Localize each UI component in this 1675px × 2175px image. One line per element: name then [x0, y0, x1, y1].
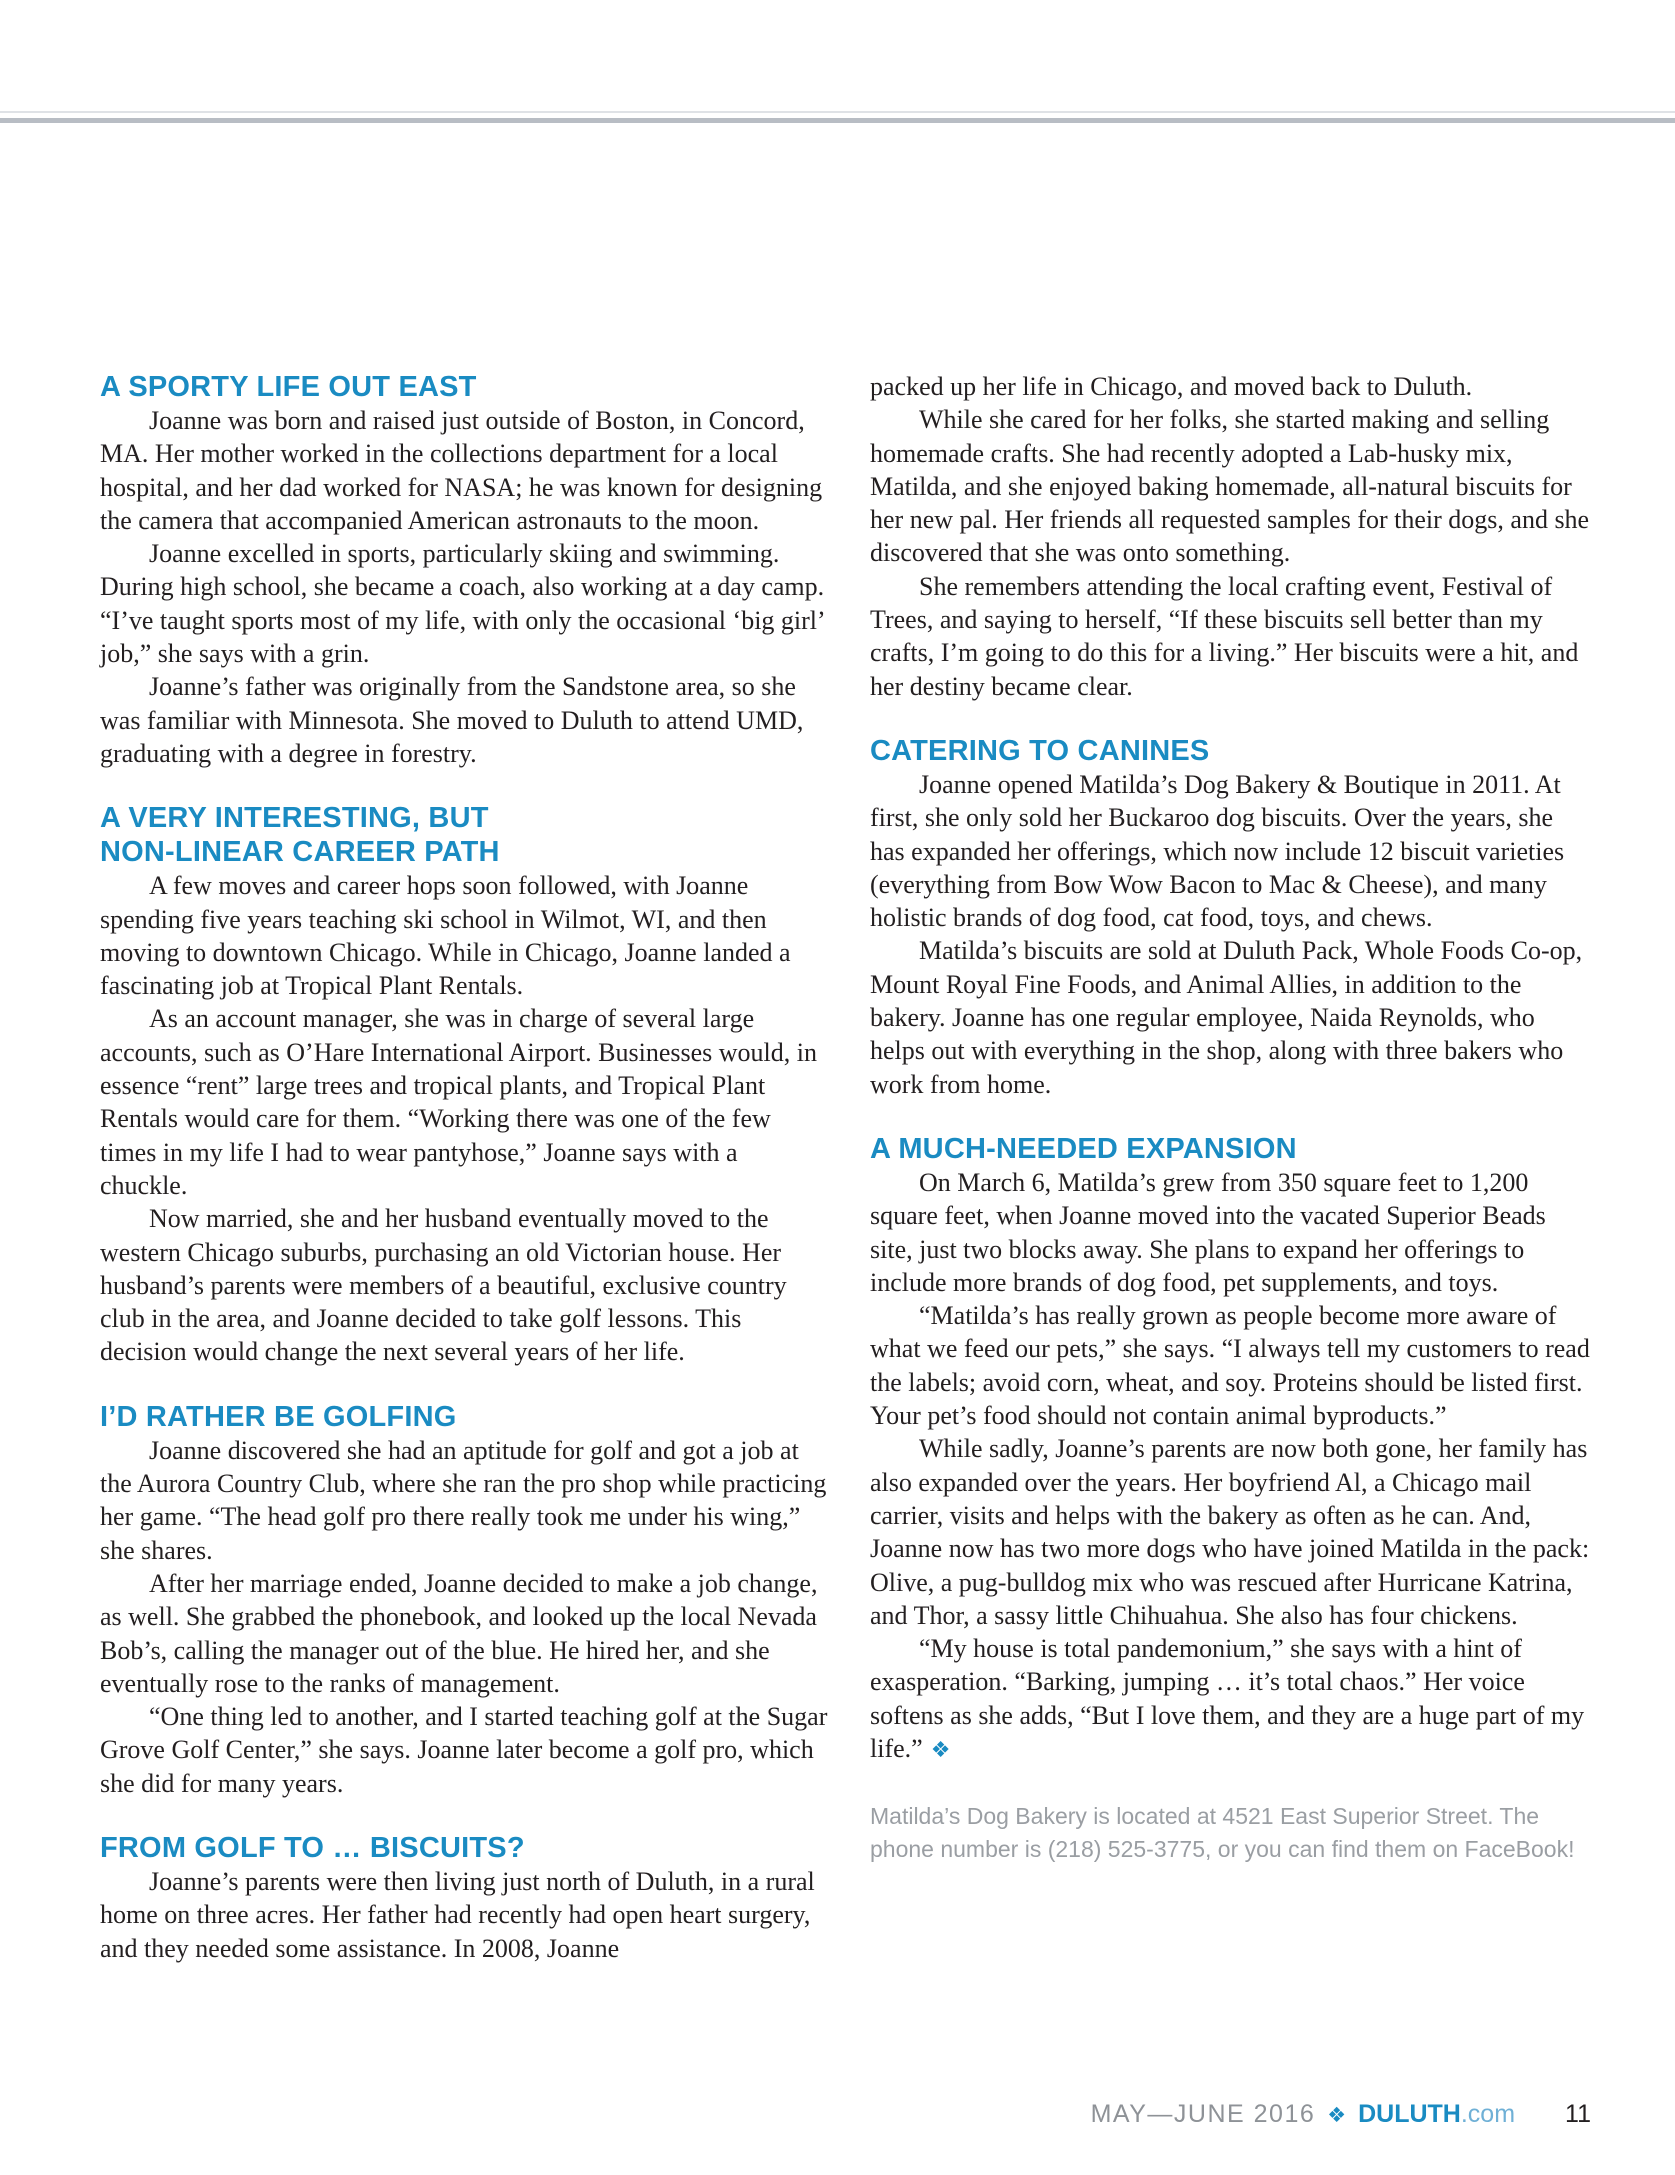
article-column-right	[870, 370, 1592, 1866]
diamond-separator-icon: ❖	[1327, 2103, 1347, 2127]
heading-line: NON-LINEAR CAREER PATH	[100, 836, 500, 869]
paragraph: A few moves and career hops soon followed, with Joanne spending five years teaching ski school in Wilmot, WI, and then moving to downtown Chicago. While in Chicago, Joanne landed a fascinating job at Tropical Plant Rentals.	[100, 871, 791, 1001]
paragraph: “One thing led to another, and I started teaching golf at the Sugar Grove Golf Center,” she says. Joanne later become a golf pro, which she did for many years.	[100, 1702, 828, 1798]
header-rule-thin	[0, 111, 1675, 113]
page-footer	[1091, 2100, 1591, 2129]
paragraph-continued: packed up her life in Chicago, and moved back to Duluth.	[870, 372, 1473, 401]
paragraph: On March 6, Matilda’s grew from 350 square feet to 1,200 square feet, when Joanne moved into the vacated Superior Beads site, just two blocks away. She plans to expand her offerings to include more brands of dog food, pet supplements, and toys.	[870, 1167, 1546, 1297]
paragraph: Joanne opened Matilda’s Dog Bakery & Boutique in 2011. At first, she only sold her Buckaroo dog biscuits. Over the years, she has expanded her offerings, which now include 12 biscuit varieties (everything from Bow Wow Bacon to Mac & Cheese), and many holistic brands of dog food, cat food, toys, and chews.	[870, 769, 1565, 933]
paragraph: Joanne’s parents were then living just north of Duluth, in a rural home on three acres. Her father had recently had open heart surgery, and they needed some assistance. In 2008, Joanne	[100, 1866, 815, 1963]
section-heading-sporty-life: A SPORTY LIFE OUT EAST	[100, 371, 477, 403]
heading-line: A VERY INTERESTING, BUT	[100, 802, 489, 835]
section-heading-biscuits: FROM GOLF TO … BISCUITS?	[100, 1831, 525, 1864]
section-heading-expansion: A MUCH-NEEDED EXPANSION	[870, 1132, 1297, 1165]
header-rule	[0, 118, 1675, 123]
end-mark-icon: ❖	[930, 1737, 951, 1763]
paragraph: Matilda’s biscuits are sold at Duluth Pack, Whole Foods Co-op, Mount Royal Fine Foods, and Animal Allies, in addition to the bakery. Joanne has one regular employee, Naida Reynolds, who helps out with everything in the shop, along with three bakers who work from home.	[870, 936, 1583, 1099]
paragraph-final	[870, 1632, 1592, 1767]
section-heading-canines: CATERING TO CANINES	[870, 734, 1210, 767]
section-heading-career-path	[100, 801, 828, 869]
paragraph: As an account manager, she was in charge of several large accounts, such as O’Hare International Airport. Businesses would, in essence “rent” large trees and tropical plants, and Tropical Plant Rentals would care for them. “Working there was one of the few times in my life I had to wear pantyhose,” Joanne says with a chuckle.	[100, 1004, 818, 1200]
issue-date: MAY—JUNE 2016	[1090, 2100, 1316, 2128]
paragraph-text: “My house is total pandemonium,” she says with a hint of exasperation. “Barking, jumping … it’s total chaos.” Her voice softens as she adds, “But I love them, and they are a huge part of my life.”	[870, 1634, 1585, 1763]
paragraph: Joanne excelled in sports, particularly skiing and swimming. During high school, she became a coach, also working at a day camp. “I’ve taught sports most of my life, with only the occasional ‘big girl’ job,” she says with a grin.	[100, 539, 825, 669]
magazine-domain: .com	[1460, 2100, 1516, 2128]
paragraph: She remembers attending the local crafting event, Festival of Trees, and saying to herself, “If these biscuits sell better than my crafts, I’m going to do this for a living.” Her biscuits were a hit, and her destiny became clear.	[870, 571, 1579, 701]
article-column-left	[100, 370, 828, 1965]
paragraph: Now married, she and her husband eventually moved to the western Chicago suburbs, purchasing an old Victorian house. Her husband’s parents were members of a beautiful, exclusive country club in the area, and Joanne decided to take golf lessons. This decision would change the next several years of her life.	[100, 1204, 787, 1367]
paragraph: Joanne’s father was originally from the Sandstone area, so she was familiar with Minnesota. She moved to Duluth to attend UMD, graduating with a degree in forestry.	[100, 672, 804, 768]
paragraph: While sadly, Joanne’s parents are now both gone, her family has also expanded over the years. Her boyfriend Al, a Chicago mail carrier, visits and helps with the bakery as often as he can. And, Joanne now has two more dogs who have joined Matilda in the pack: Olive, a pug-bulldog mix who was rescued after Hurricane Katrina, and Thor, a sassy little Chihuahua. She also has four chickens.	[870, 1434, 1590, 1630]
magazine-brand: DULUTH	[1358, 2100, 1461, 2128]
section-heading-golfing: I’D RATHER BE GOLFING	[100, 1400, 457, 1433]
paragraph: After her marriage ended, Joanne decided to make a job change, as well. She grabbed the phonebook, and looked up the local Nevada Bob’s, calling the manager out of the blue. He hired her, and she eventually rose to the ranks of management.	[100, 1568, 818, 1698]
paragraph: Joanne discovered she had an aptitude for golf and got a job at the Aurora Country Club, where she ran the pro shop while practicing her game. “The head golf pro there really took me under his wing,” she shares.	[100, 1435, 827, 1565]
paragraph: “Matilda’s has really grown as people become more aware of what we feed our pets,” she says. “I always tell my customers to read the labels; avoid corn, wheat, and soy. Proteins should be listed first. Your pet’s food should not contain animal byproducts.”	[870, 1301, 1590, 1431]
page-number: 11	[1565, 2100, 1591, 2128]
paragraph: Joanne was born and raised just outside of Boston, in Concord, MA. Her mother worked in the collections department for a local hospital, and her dad worked for NASA; he was known for designing the camera that accompanied American astronauts to the moon.	[100, 406, 823, 535]
bakery-info-note: Matilda’s Dog Bakery is located at 4521 East Superior Street. The phone number is (218) 525-3775, or you can find them on FaceBook!	[870, 1803, 1575, 1863]
paragraph: While she cared for her folks, she started making and selling homemade crafts. She had recently adopted a Lab-husky mix, Matilda, and she enjoyed baking homemade, all-natural biscuits for her new pal. Her friends all requested samples for their dogs, and she discovered that she was onto something.	[870, 405, 1590, 568]
